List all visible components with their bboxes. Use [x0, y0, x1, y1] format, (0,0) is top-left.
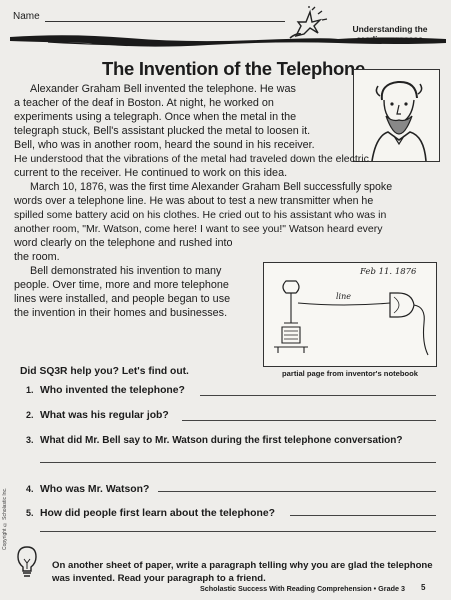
answer-line-5[interactable]	[290, 515, 436, 516]
notebook-sketch	[263, 262, 437, 367]
passage-line: telegraph stuck, Bell's assistant plucked the metal to loosen it.	[14, 125, 311, 137]
notebook-caption: partial page from inventor's notebook	[282, 369, 418, 378]
question-2: 2. What was his regular job?	[26, 410, 169, 421]
sq3r-prompt: Did SQ3R help you? Let's find out.	[20, 366, 189, 377]
passage-line: He understood that the vibrations of the metal had traveled down the electric	[14, 153, 369, 165]
passage-line: lines were installed, and people began to use	[14, 293, 231, 305]
brush-stroke-divider	[8, 30, 448, 48]
answer-line-5b[interactable]	[40, 531, 436, 532]
name-write-line	[45, 21, 285, 22]
passage-line: the invention in their homes and businesses.	[14, 307, 228, 319]
answer-line-3[interactable]	[40, 462, 436, 463]
copyright-notice: Copyright © Scholastic Inc.	[2, 487, 8, 550]
notebook-date: Feb 11. 1876	[360, 267, 417, 277]
passage-line: current to the receiver. He continued to work on this idea.	[14, 167, 288, 179]
bell-portrait-image	[353, 69, 440, 162]
passage-line: Alexander Graham Bell invented the telephone. He was	[30, 83, 296, 95]
passage-line: Bell demonstrated his invention to many	[30, 265, 222, 277]
passage-line: a teacher of the deaf in Boston. At night, he worked on	[14, 97, 274, 109]
book-credit: Scholastic Success With Reading Comprehension • Grade 3	[200, 584, 405, 593]
answer-line-4[interactable]	[158, 491, 436, 492]
passage-line: Bell, who was in another room, heard the sound in his receiver.	[14, 139, 315, 151]
passage-line: another room, "Mr. Watson, come here! I want to see you!" Watson heard every	[14, 223, 383, 235]
page-title: The Invention of the Telephone	[102, 58, 366, 79]
answer-line-1[interactable]	[200, 395, 436, 396]
question-3: 3. What did Mr. Bell say to Mr. Watson during the first telephone conversation?	[26, 435, 403, 446]
activity-line-2: was invented. Read your paragraph to a friend.	[52, 573, 266, 584]
passage-line: the room.	[14, 251, 60, 263]
passage-line: people. Over time, more and more telephone	[14, 279, 229, 291]
notebook-line-label: line	[336, 292, 352, 301]
name-label: Name	[13, 11, 40, 22]
question-4: 4. Who was Mr. Watson?	[26, 484, 150, 495]
topic-label: Understanding the	[352, 24, 428, 34]
page-number: 5	[421, 583, 426, 592]
passage-line: spilled some battery acid on his clothes. He cried out to his assistant who was in	[14, 209, 387, 221]
telephone-sketch-drawing	[264, 263, 436, 366]
activity-line-1: On another sheet of paper, write a paragraph telling why you are glad the telephone	[52, 560, 433, 571]
light-bulb-icon	[16, 545, 38, 579]
passage-line: March 10, 1876, was the first time Alexander Graham Bell successfully spoke	[30, 181, 393, 193]
question-1: 1. Who invented the telephone?	[26, 385, 185, 396]
answer-line-2[interactable]	[182, 420, 436, 421]
passage-line: word clearly on the telephone and rushed into	[14, 237, 233, 249]
passage-line: experiments using a telegraph. Once when the metal in the	[14, 111, 297, 123]
question-5: 5. How did people first learn about the telephone?	[26, 508, 275, 519]
passage-line: words over a telephone line. He was about to test a new transmitter when he	[14, 195, 374, 207]
